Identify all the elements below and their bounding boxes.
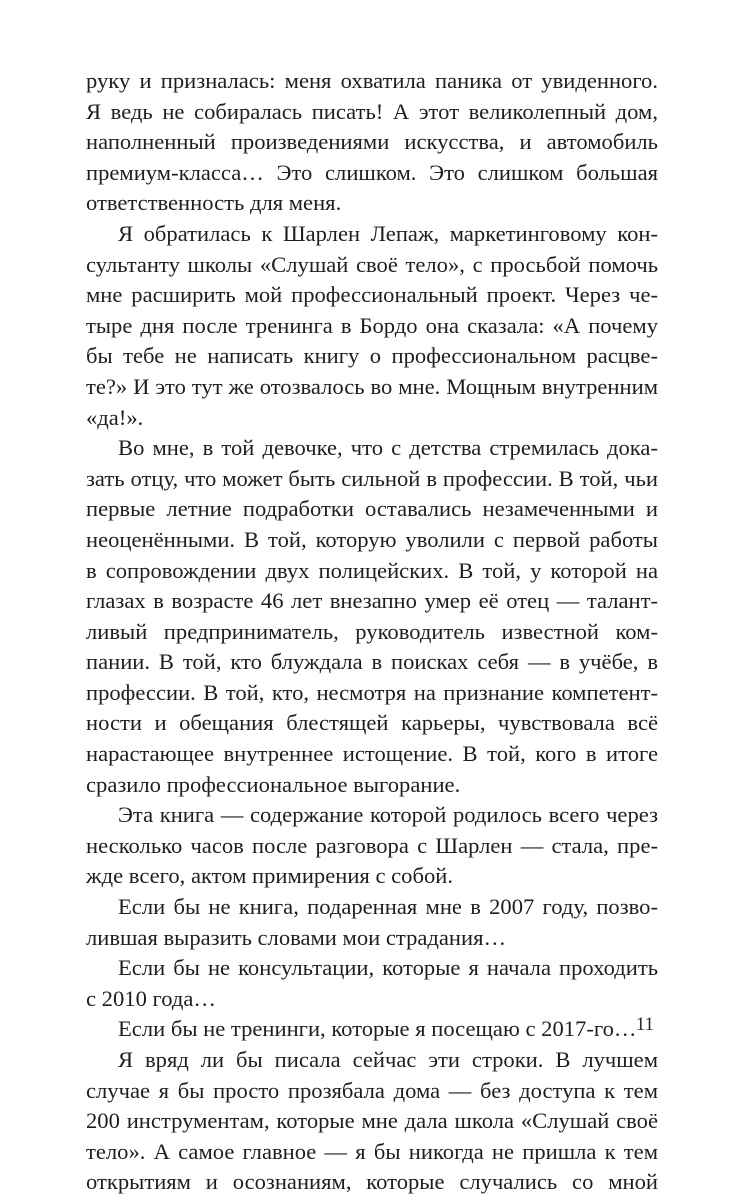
- text-line: профессии. В той, кто, несмотря на признание компетент-: [86, 679, 658, 705]
- text-line: пании. В той, кто блуждала в поисках себя — в учёбе, в: [86, 649, 658, 675]
- text-line: несколько часов после разговора с Шарлен — стала, пре-: [86, 832, 658, 858]
- paragraph: [86, 219, 658, 433]
- text-line: в сопровождении двух полицейских. В той, у которой на: [86, 557, 658, 583]
- text-line: тыре дня после тренинга в Бордо она сказала: «А почему: [86, 312, 658, 338]
- text-line: ливый предприниматель, руководитель известной ком-: [86, 618, 658, 644]
- text-line: Я вряд ли бы писала сейчас эти строки. В лучшем: [118, 1047, 658, 1072]
- paragraph: [86, 953, 658, 1014]
- text-line: глазах в возрасте 46 лет внезапно умер её отец — талант-: [86, 588, 658, 614]
- text-line: первые летние подработки оставались незамеченными и: [86, 496, 658, 522]
- text-line: случае я бы просто прозябала дома — без доступа к тем: [86, 1077, 658, 1103]
- text-line: зать отцу, что может быть сильной в профессии. В той, чьи: [86, 465, 658, 491]
- text-line: открытиям и осознаниям, которые случались со мной: [86, 1169, 658, 1195]
- text-line: Если бы не книга, подаренная мне в 2007 году, позво-: [118, 894, 658, 920]
- text-line: неоценёнными. В той, которую уволили с первой работы: [86, 526, 658, 552]
- paragraph: [86, 66, 658, 219]
- page-number: 11: [635, 1014, 654, 1035]
- text-line: ответственность для меня.: [86, 190, 342, 216]
- text-line: наполненный произведениями искусства, и автомобиль: [86, 129, 658, 155]
- paragraph: [86, 1014, 658, 1045]
- text-line: сразило профессиональное выгорание.: [86, 771, 461, 797]
- paragraph: [86, 433, 658, 800]
- paragraph: [86, 800, 658, 892]
- text-line: руку и призналась: меня охватила паника от увиденного.: [86, 68, 658, 93]
- paragraph: [86, 1045, 658, 1198]
- text-line: Я ведь не собиралась писать! А этот великолепный дом,: [86, 98, 658, 124]
- text-line: ности и обещания блестящей карьеры, чувствовала всё: [86, 710, 658, 736]
- text-line: нарастающее внутреннее истощение. В той, кого в итоге: [86, 741, 658, 767]
- page-body: [86, 66, 658, 1198]
- text-line: те?» И это тут же отозвалось во мне. Мощным внутренним: [86, 373, 658, 399]
- text-line: с 2010 года…: [86, 985, 216, 1011]
- text-line: бы тебе не написать книгу о профессиональном расцве-: [86, 343, 658, 369]
- text-line: жде всего, актом примирения с собой.: [86, 863, 453, 889]
- text-line: лившая выразить словами мои страдания…: [86, 924, 507, 950]
- text-line: Если бы не консультации, которые я начала проходить: [118, 955, 658, 981]
- text-line: Во мне, в той девочке, что с детства стремилась дока-: [118, 435, 658, 461]
- text-line: мне расширить мой профессиональный проект. Через че-: [86, 282, 658, 308]
- text-line: тело». А самое главное — я бы никогда не пришла к тем: [86, 1138, 658, 1164]
- text-line: сультанту школы «Слушай своё тело», с просьбой помочь: [86, 251, 658, 277]
- text-line: Эта книга — содержание которой родилось всего через: [118, 802, 658, 828]
- text-line: «да!».: [86, 404, 144, 430]
- text-line: премиум-класса… Это слишком. Это слишком большая: [86, 159, 658, 185]
- text-line: Если бы не тренинги, которые я посещаю с 2017-го…: [118, 1016, 637, 1042]
- paragraph: [86, 892, 658, 953]
- text-line: Я обратилась к Шарлен Лепаж, маркетинговому кон-: [118, 220, 658, 246]
- text-line: 200 инструментам, которые мне дала школа «Слушай своё: [86, 1108, 658, 1134]
